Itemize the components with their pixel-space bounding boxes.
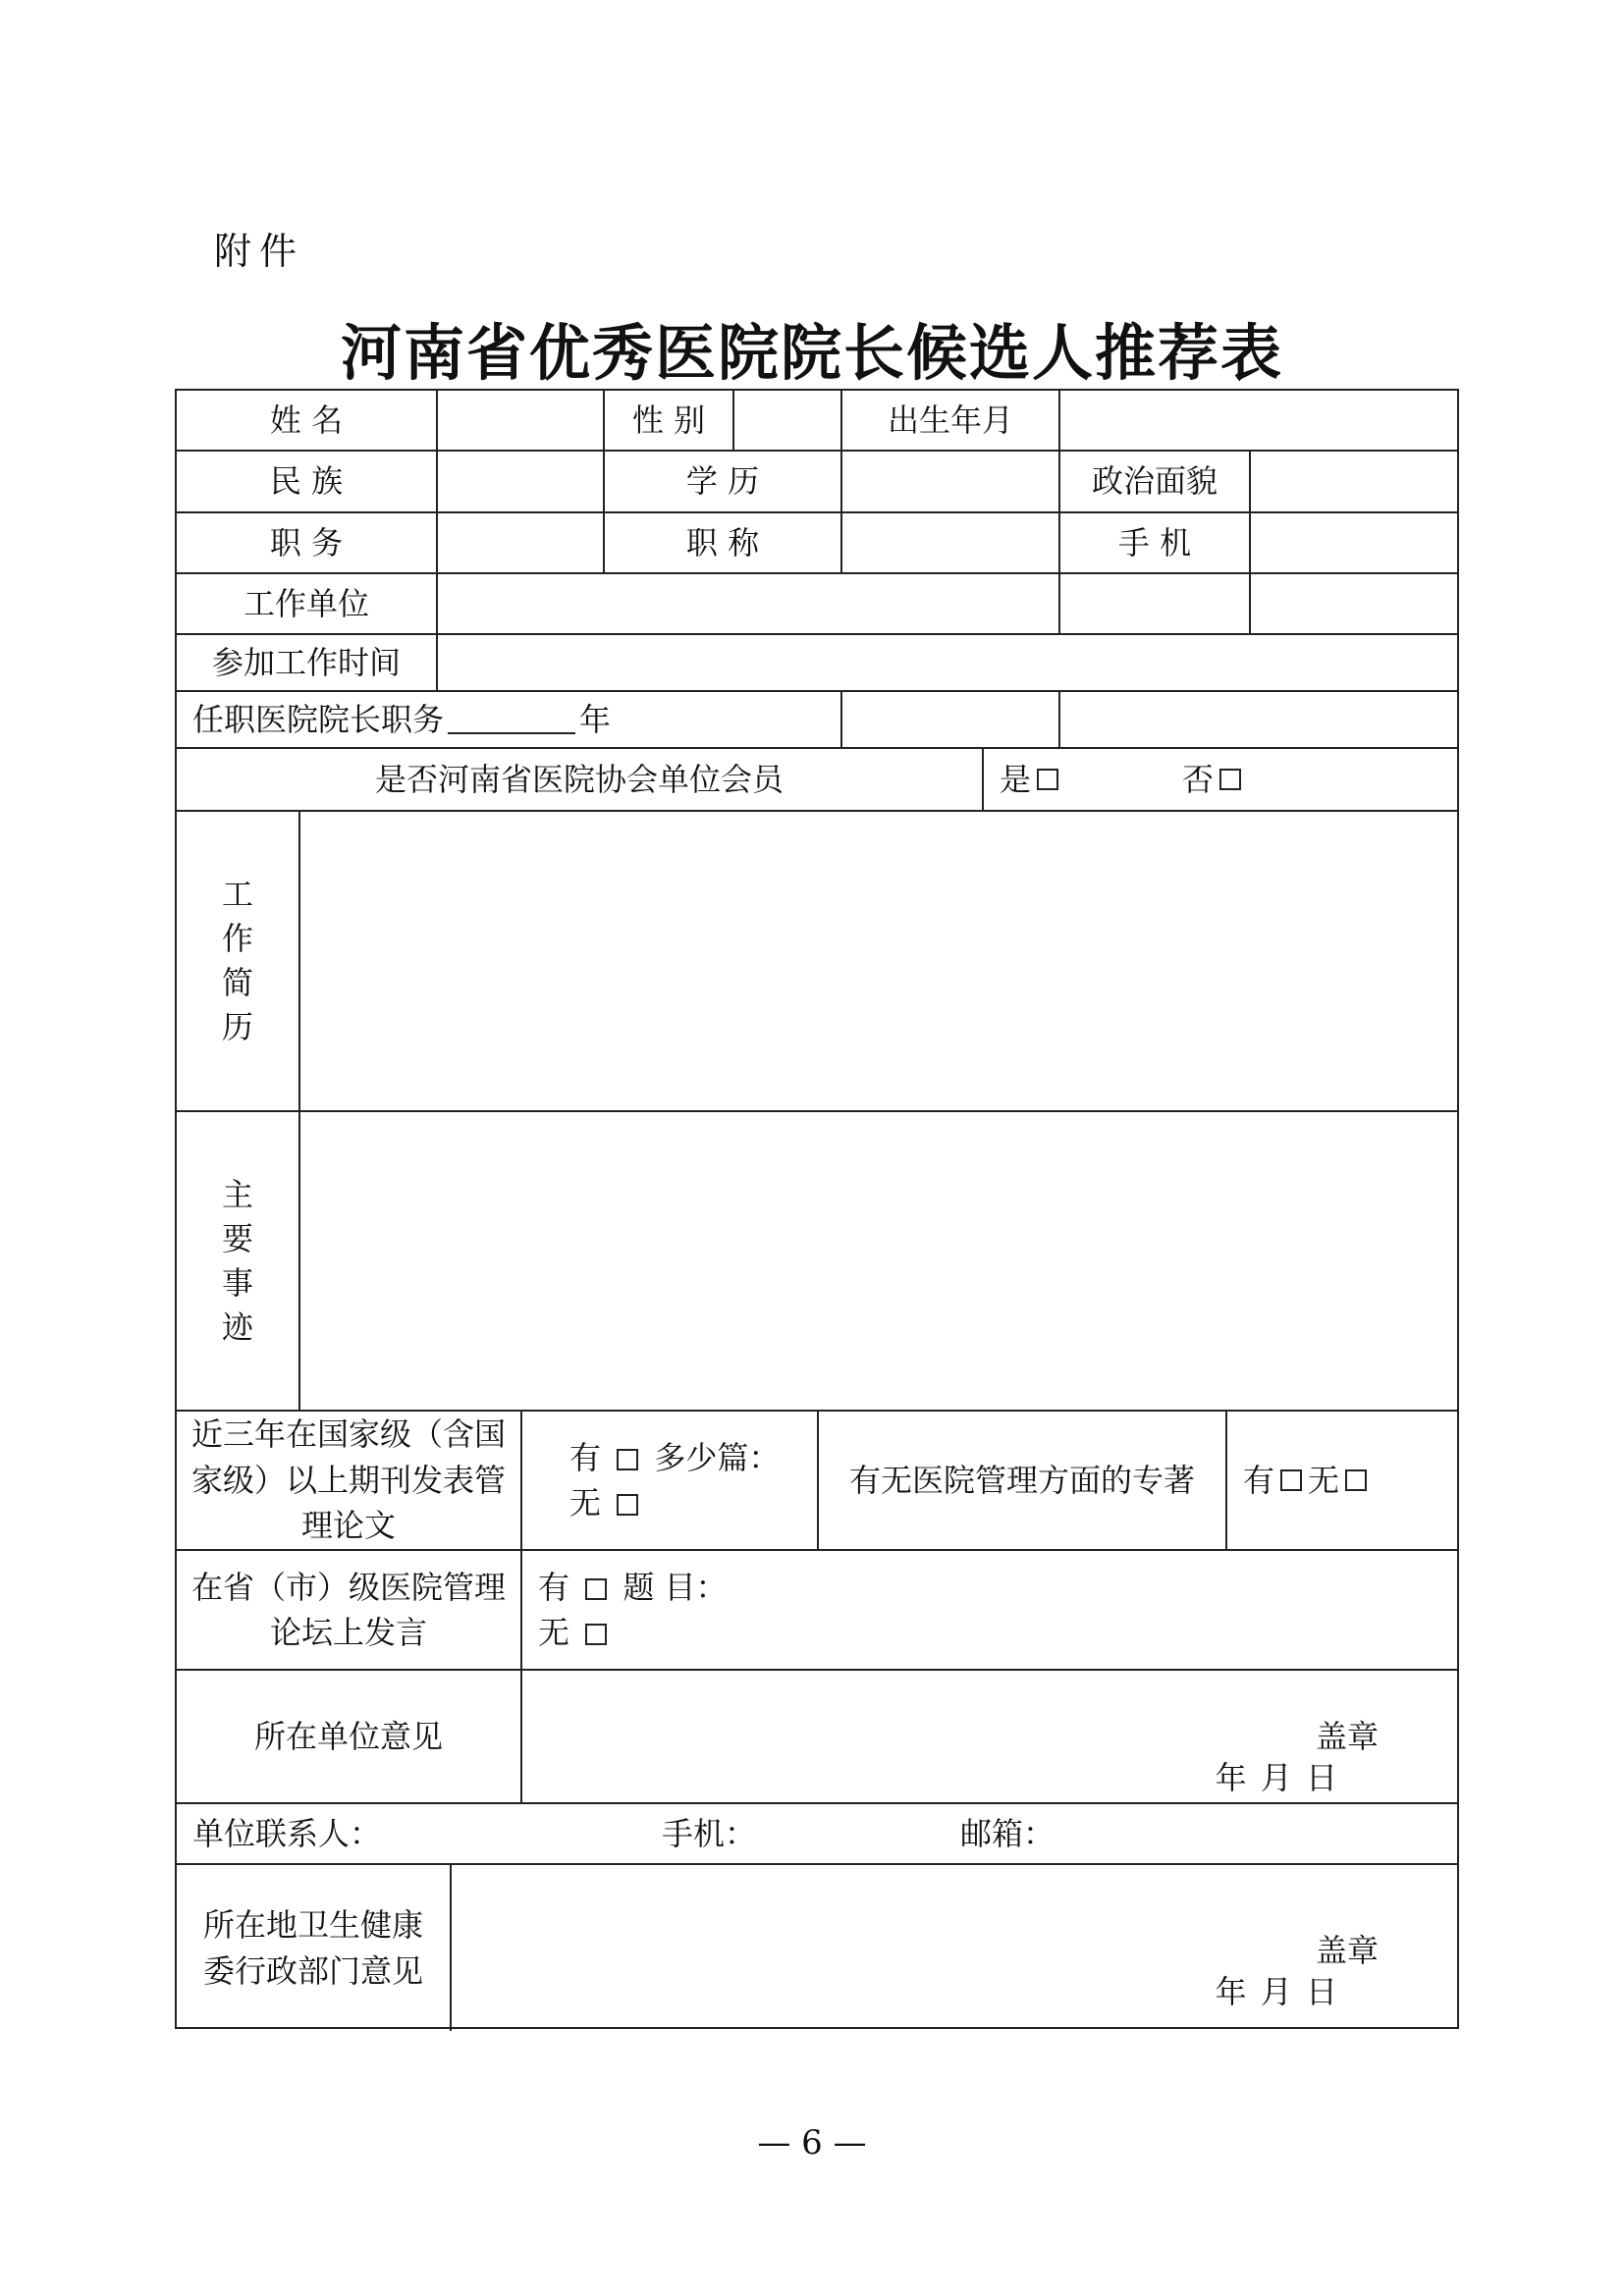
field-ethnicity[interactable] <box>438 452 605 511</box>
field-position[interactable] <box>438 513 605 572</box>
forum-topic-label: 题 目： <box>623 1568 728 1606</box>
field-work-start[interactable] <box>438 635 1457 690</box>
label-deeds <box>177 1112 300 1410</box>
label-unit-opinion: 所在单位意见 <box>177 1671 522 1802</box>
field-deeds[interactable] <box>300 1112 1457 1410</box>
contact-mobile-label: 手机： <box>662 1814 757 1852</box>
member-options <box>984 749 1457 810</box>
papers-no-checkbox[interactable] <box>617 1494 638 1516</box>
label-papers: 近三年在国家级（含国家级）以上期刊发表管理论文 <box>177 1412 522 1549</box>
forum-options <box>522 1551 1457 1669</box>
label-title-rank: 职 称 <box>605 513 842 572</box>
label-forum: 在省（市）级医院管理论坛上发言 <box>177 1551 522 1669</box>
unit-date-line: 年 月 日 <box>1215 1759 1339 1796</box>
field-workplace-extra[interactable] <box>1060 574 1251 633</box>
contact-line <box>177 1804 1457 1863</box>
row-resume <box>177 812 1457 1112</box>
field-tenure-a[interactable] <box>842 692 1060 747</box>
resume-char: 简 <box>221 964 253 1001</box>
tenure-years-input[interactable] <box>448 705 575 734</box>
tenure-suffix: 年 <box>579 700 612 738</box>
row-papers <box>177 1412 1457 1551</box>
row-basic-3 <box>177 513 1457 574</box>
label-position: 职 务 <box>177 513 438 572</box>
row-deeds <box>177 1112 1457 1412</box>
field-health-opinion[interactable] <box>452 1865 1457 2031</box>
form-title: 河南省优秀医院院长候选人推荐表 <box>340 317 1283 389</box>
label-health-opinion: 所在地卫生健康委行政部门意见 <box>177 1865 452 2031</box>
book-no-label: 无 <box>1308 1461 1340 1499</box>
row-tenure <box>177 692 1457 749</box>
label-book: 有无医院管理方面的专著 <box>819 1412 1227 1549</box>
label-work-start: 参加工作时间 <box>177 635 438 690</box>
resume-char: 作 <box>221 920 253 957</box>
papers-options <box>522 1412 819 1549</box>
forum-yes-checkbox[interactable] <box>585 1578 607 1600</box>
field-unit-opinion[interactable] <box>522 1671 1457 1802</box>
row-contact <box>177 1804 1457 1865</box>
row-work-start <box>177 635 1457 692</box>
label-ethnicity: 民 族 <box>177 452 438 511</box>
row-workplace <box>177 574 1457 635</box>
forum-no-label: 无 <box>538 1614 570 1651</box>
member-yes-checkbox[interactable] <box>1037 769 1058 790</box>
label-mobile: 手 机 <box>1060 513 1251 572</box>
row-member <box>177 749 1457 812</box>
unit-stamp-label: 盖章 <box>1315 1718 1379 1755</box>
book-yes-checkbox[interactable] <box>1280 1469 1302 1491</box>
row-basic-2 <box>177 452 1457 513</box>
field-name[interactable] <box>438 391 605 450</box>
field-workplace-extra-2[interactable] <box>1251 574 1457 633</box>
papers-yes-label: 有 <box>569 1438 602 1476</box>
resume-char: 历 <box>221 1008 253 1045</box>
deeds-char: 迹 <box>221 1308 253 1346</box>
field-workplace[interactable] <box>438 574 1060 633</box>
field-birth[interactable] <box>1060 391 1457 450</box>
field-political[interactable] <box>1251 452 1457 511</box>
deeds-char: 事 <box>221 1263 253 1302</box>
forum-yes-label: 有 <box>538 1568 570 1606</box>
resume-char: 工 <box>221 876 253 913</box>
field-title-rank[interactable] <box>842 513 1060 572</box>
member-no-label: 否 <box>1182 760 1215 798</box>
label-birth: 出生年月 <box>842 391 1060 450</box>
label-gender: 性 别 <box>605 391 734 450</box>
field-mobile[interactable] <box>1251 513 1457 572</box>
member-no-checkbox[interactable] <box>1219 769 1241 790</box>
label-education: 学 历 <box>605 452 842 511</box>
book-no-checkbox[interactable] <box>1345 1469 1367 1491</box>
attachment-label: 附件 <box>214 230 305 273</box>
papers-no-label: 无 <box>569 1484 602 1522</box>
field-tenure-b[interactable] <box>1060 692 1457 747</box>
deeds-char: 主 <box>221 1175 253 1213</box>
row-health-opinion <box>177 1865 1457 2031</box>
row-forum <box>177 1551 1457 1671</box>
page-number: — 6 — <box>757 2123 867 2163</box>
health-date-line: 年 月 日 <box>1215 1973 1339 2010</box>
field-education[interactable] <box>842 452 1060 511</box>
field-gender[interactable] <box>734 391 842 450</box>
contact-label: 单位联系人： <box>192 1814 382 1852</box>
label-member: 是否河南省医院协会单位会员 <box>177 749 984 810</box>
label-workplace: 工作单位 <box>177 574 438 633</box>
row-unit-opinion <box>177 1671 1457 1804</box>
recommendation-form <box>175 389 1459 2029</box>
forum-no-checkbox[interactable] <box>585 1624 607 1645</box>
label-resume <box>177 812 300 1110</box>
row-basic-1 <box>177 391 1457 452</box>
contact-email-label: 邮箱： <box>960 1814 1056 1852</box>
papers-count-label: 多少篇： <box>654 1438 781 1476</box>
book-yes-label: 有 <box>1243 1461 1275 1499</box>
tenure-prefix: 任职医院院长职务 <box>192 700 445 738</box>
label-name: 姓 名 <box>177 391 438 450</box>
label-tenure <box>177 692 842 747</box>
papers-yes-checkbox[interactable] <box>617 1449 638 1470</box>
member-yes-label: 是 <box>1000 760 1032 798</box>
book-options <box>1227 1412 1457 1549</box>
label-political: 政治面貌 <box>1060 452 1251 511</box>
health-stamp-label: 盖章 <box>1315 1932 1379 1969</box>
field-resume[interactable] <box>300 812 1457 1110</box>
deeds-char: 要 <box>221 1219 253 1257</box>
